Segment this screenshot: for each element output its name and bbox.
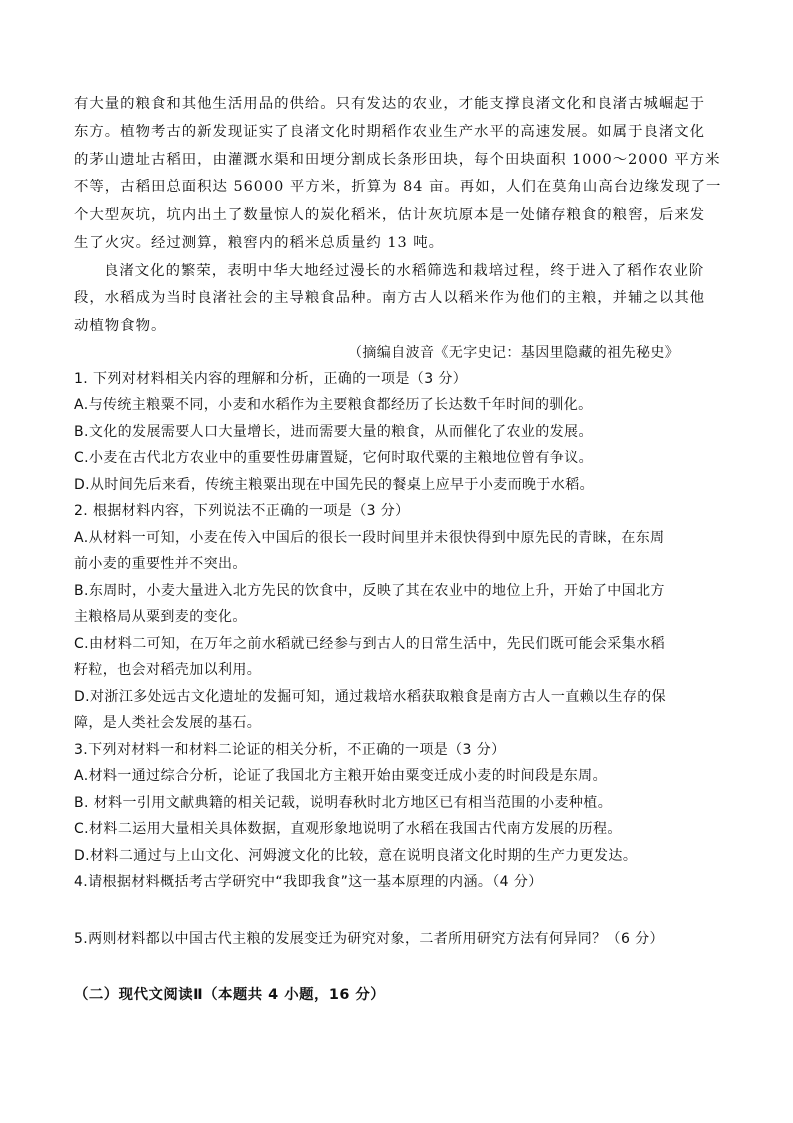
option-2b: B.东周时，小麦大量进入北方先民的饮食中，反映了其在农业中的地位上升，开始了中国北方 <box>74 583 665 599</box>
option-2a: A.从材料一可知，小麦在传入中国后的很长一段时间里并未很快得到中原先民的青睐，在东周 <box>74 530 665 546</box>
passage-line: 段，水稻成为当时良渚社会的主导粮食品种。南方古人以稻米作为他们的主粮，并辅之以其他 <box>74 290 706 306</box>
option-2b-cont: 主粮格局从粟到麦的变化。 <box>74 609 247 625</box>
section-heading: （二）现代文阅读Ⅱ（本题共 4 小题，16 分） <box>74 987 386 1003</box>
passage-line: 个大型灰坑，坑内出土了数量惊人的炭化稻米，估计灰坑原本是一处储存粮食的粮窖，后来发 <box>74 207 706 223</box>
question-4-stem: 4.请根据材料概括考古学研究中“我即我食”这一基本原理的内涵。（4 分） <box>74 874 543 890</box>
option-1b: B.文化的发展需要人口大量增长，进而需要大量的粮食，从而催化了农业的发展。 <box>74 424 593 440</box>
question-5-stem: 5.两则材料都以中国古代主粮的发展变迁为研究对象，二者所用研究方法有何异同？（6 分） <box>74 931 664 947</box>
option-3a: A.材料一通过综合分析，论证了我国北方主粮开始由粟变迁成小麦的时间段是东周。 <box>74 768 607 784</box>
passage-line: 不等，古稻田总面积达 56000 平方米，折算为 84 亩。再如，人们在莫角山高台边缘发现了一 <box>74 179 722 195</box>
option-3b: B. 材料一引用文献典籍的相关记载，说明春秋时北方地区已有相当范围的小麦种植。 <box>74 795 613 811</box>
passage-line: 东方。植物考古的新发现证实了良渚文化时期稻作农业生产水平的高速发展。如属于良渚文化 <box>74 124 706 140</box>
passage-line: 生了火灾。经过测算，粮窖内的稻米总质量约 13 吨。 <box>74 235 445 251</box>
question-3-stem: 3.下列对材料一和材料二论证的相关分析，不正确的一项是（3 分） <box>74 742 506 758</box>
option-3c: C.材料二运用大量相关具体数据，直观形象地说明了水稻在我国古代南方发展的历程。 <box>74 821 622 837</box>
option-2d-cont: 障，是人类社会发展的基石。 <box>74 715 262 731</box>
passage-line: 的茅山遗址古稻田，由灌溉水渠和田埂分割成长条形田块，每个田块面积 1000～2000 平方米 <box>74 152 721 168</box>
option-1c: C.小麦在古代北方农业中的重要性毋庸置疑，它何时取代粟的主粮地位曾有争议。 <box>74 450 594 466</box>
option-2d: D.对浙江多处远古文化遗址的发掘可知，通过栽培水稻获取粮食是南方古人一直赖以生存的保 <box>74 689 667 705</box>
option-1d: D.从时间先后来看，传统主粮粟出现在中国先民的餐桌上应早于小麦而晚于水稻。 <box>74 477 595 493</box>
passage-line: 良渚文化的繁荣，表明中华大地经过漫长的水稻筛选和栽培过程，终于进入了稻作农业阶 <box>104 263 705 279</box>
option-2a-cont: 前小麦的重要性并不突出。 <box>74 556 247 572</box>
passage-line: 动植物食物。 <box>74 318 167 334</box>
question-2-stem: 2. 根据材料内容，下列说法不正确的一项是（3 分） <box>74 503 410 519</box>
source-citation: （摘编自波音《无字史记：基因里隐藏的祖先秘史》 <box>348 345 680 361</box>
passage-line: 有大量的粮食和其他生活用品的供给。只有发达的农业，才能支撑良渚文化和良渚古城崛起于 <box>74 96 706 112</box>
option-2c: C.由材料二可知，在万年之前水稻就已经参与到古人的日常生活中，先民们既可能会采集水稻 <box>74 636 666 652</box>
option-3d: D.材料二通过与上山文化、河姆渡文化的比较，意在说明良渚文化时期的生产力更发达。 <box>74 848 638 864</box>
option-2c-cont: 籽粒，也会对稻壳加以利用。 <box>74 662 262 678</box>
option-1a: A.与传统主粮粟不同，小麦和水稻作为主要粮食都经历了长达数千年时间的驯化。 <box>74 397 593 413</box>
question-1-stem: 1. 下列对材料相关内容的理解和分析，正确的一项是（3 分） <box>74 371 468 387</box>
